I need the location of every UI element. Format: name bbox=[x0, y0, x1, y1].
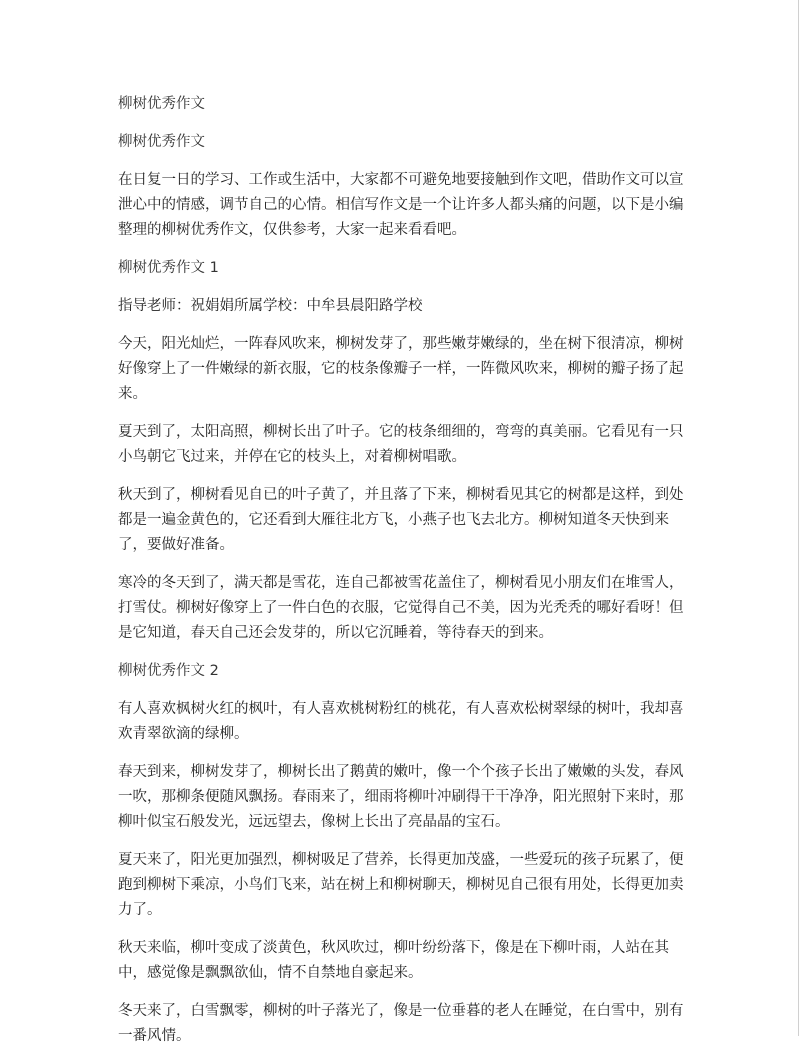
essay1-paragraph-2: 夏天到了，太阳高照，柳树长出了叶子。它的枝条细细的，弯弯的真美丽。它看见有一只小鸟朝它飞过来，并停在它的枝头上，对着柳树唱歌。 bbox=[118, 424, 684, 465]
document-title: 柳树优秀作文 bbox=[118, 96, 205, 112]
essay2-paragraph-1: 有人喜欢枫树火红的枫叶，有人喜欢桃树粉红的桃花，有人喜欢松树翠绿的树叶，我却喜欢青翠欲滴的绿柳。 bbox=[118, 701, 684, 742]
essay1-paragraph-4: 寒冷的冬天到了，满天都是雪花，连自己都被雪花盖住了，柳树看见小朋友们在堆雪人，打雪仗。柳树好像穿上了一件白色的衣服，它觉得自己不美，因为光秃秃的哪好看呀！但是它知道，春天自己还会发芽的，所以它沉睡着，等待春天的到来。 bbox=[118, 575, 684, 641]
essay1-paragraph-1: 今天，阳光灿烂，一阵春风吹来，柳树发芽了，那些嫩芽嫩绿的，坐在树下很清凉，柳树好像穿上了一件嫩绿的新衣服，它的枝条像瓣子一样，一阵微风吹来，柳树的瓣子扬了起来。 bbox=[118, 336, 684, 402]
essay2-paragraph-5: 冬天来了，白雪飘零，柳树的叶子落光了，像是一位垂暮的老人在睡觉，在白雪中，别有一番风情。 bbox=[118, 1003, 684, 1044]
intro-paragraph: 在日复一日的学习、工作或生活中，大家都不可避免地要接触到作文吧，借助作文可以宣泄心中的情感，调节自己的心情。相信写作文是一个让许多人都头痛的问题，以下是小编整理的柳树优秀作文，仅供参考，大家一起来看看吧。 bbox=[118, 172, 684, 238]
document-subtitle: 柳树优秀作文 bbox=[118, 134, 205, 150]
essay1-teacher-line: 指导老师：祝娟娟所属学校：中牟县晨阳路学校 bbox=[118, 298, 423, 314]
document-body bbox=[118, 92, 684, 1062]
essay1-paragraph-3: 秋天到了，柳树看见自已的叶子黄了，并且落了下来，柳树看见其它的树都是这样，到处都是一遍金黄色的，它还看到大雁往北方飞，小燕子也飞去北方。柳树知道冬天快到来了，要做好准备。 bbox=[118, 487, 684, 553]
essay2-paragraph-4: 秋天来临，柳叶变成了淡黄色，秋风吹过，柳叶纷纷落下，像是在下柳叶雨，人站在其中，感觉像是飘飘欲仙，情不自禁地自豪起来。 bbox=[118, 940, 669, 981]
essay2-paragraph-2: 春天到来，柳树发芽了，柳树长出了鹅黄的嫩叶，像一个个孩子长出了嫩嫩的头发，春风一吹，那柳条便随风飘扬。春雨来了，细雨将柳叶冲刷得干干净净，阳光照射下来时，那柳叶似宝石般发光，远远望去，像树上长出了亮晶晶的宝石。 bbox=[118, 764, 684, 830]
essay2-paragraph-3: 夏天来了，阳光更加强烈，柳树吸足了营养，长得更加茂盛，一些爱玩的孩子玩累了，便跑到柳树下乘凉，小鸟们飞来，站在树上和柳树聊天，柳树见自己很有用处，长得更加卖力了。 bbox=[118, 852, 684, 918]
essay1-heading: 柳树优秀作文 1 bbox=[118, 260, 219, 276]
essay2-heading: 柳树优秀作文 2 bbox=[118, 663, 219, 679]
